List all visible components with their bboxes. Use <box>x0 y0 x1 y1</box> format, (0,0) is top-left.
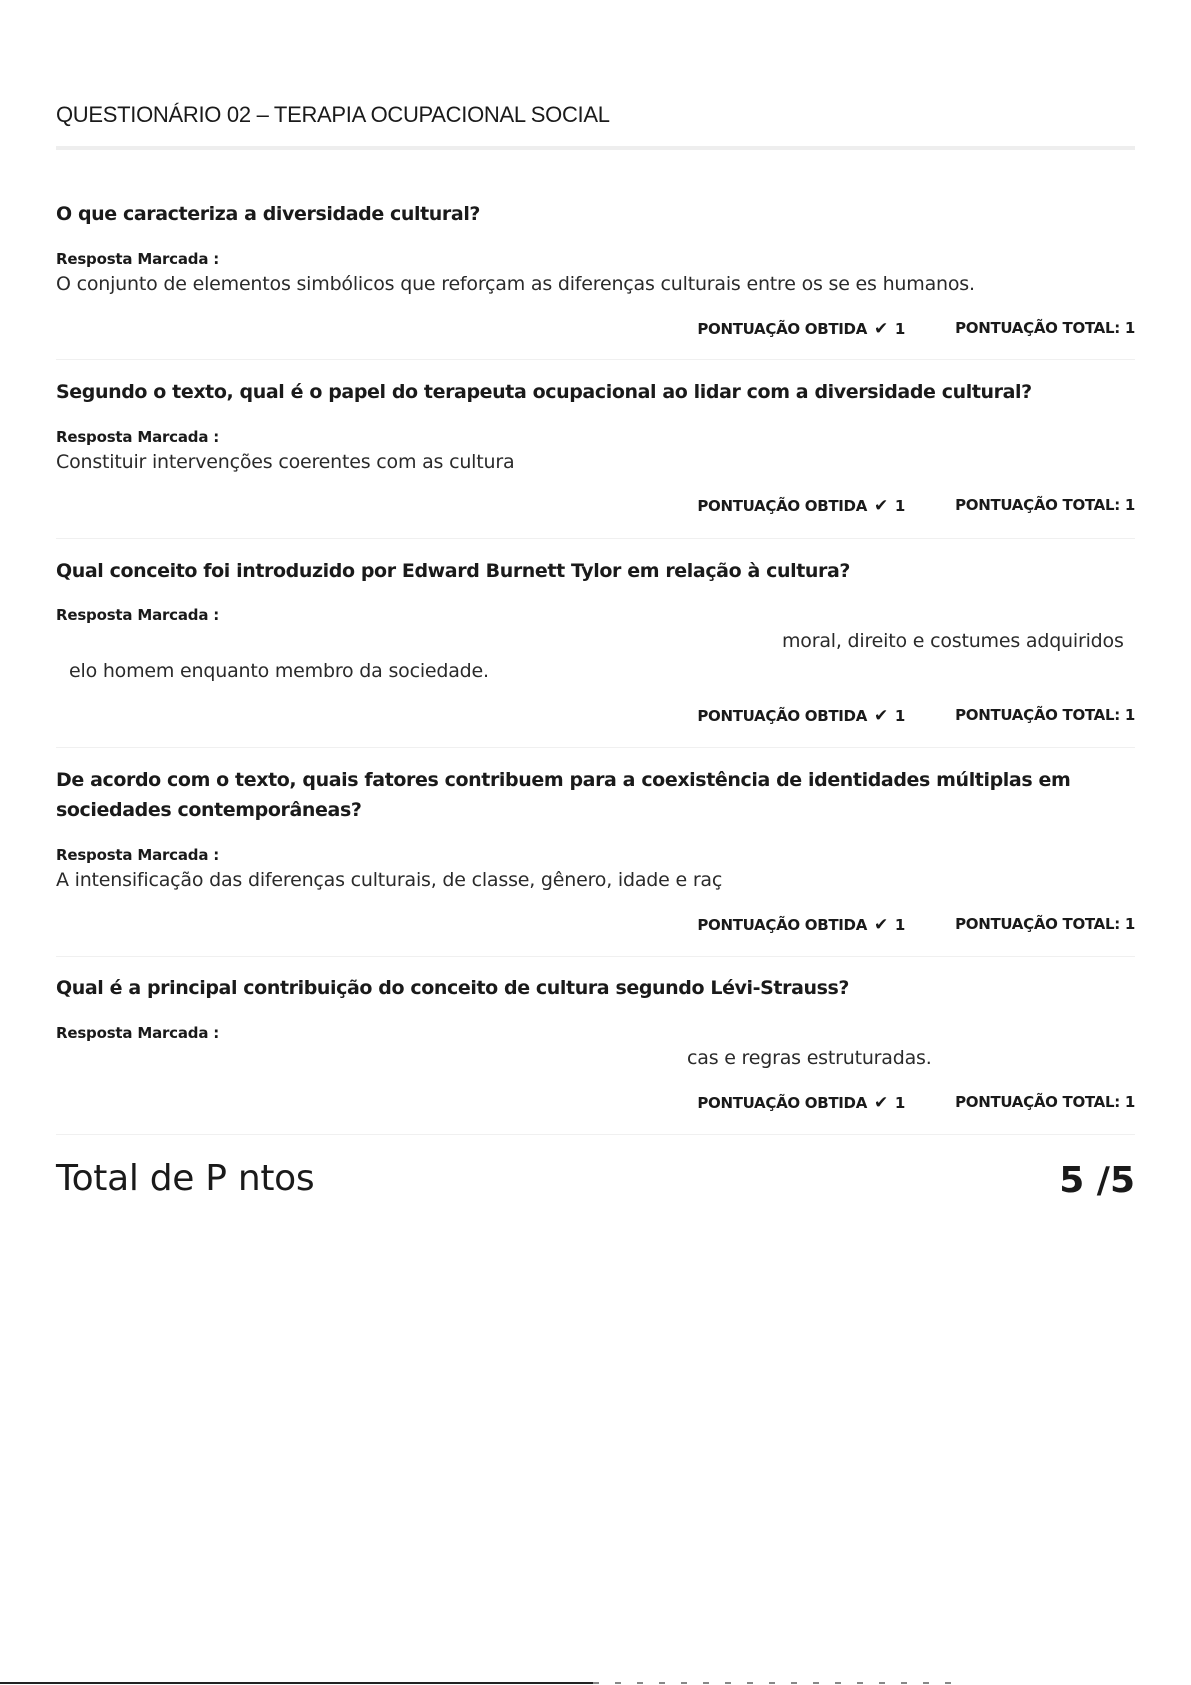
score-total: PONTUAÇÃO TOTAL: 1 <box>955 319 1135 337</box>
question-text: De acordo com o texto, quais fatores contribuem para a coexistência de identidades múltiplas em sociedades contemporâneas? <box>56 769 1071 821</box>
question-text: Qual conceito foi introduzido por Edward Burnett Tylor em relação à cultura? <box>56 560 851 582</box>
score-total: PONTUAÇÃO TOTAL: 1 <box>955 706 1135 724</box>
answer-label: Resposta Marcada : <box>56 1024 220 1042</box>
question-text: Segundo o texto, qual é o papel do terapeuta ocupacional ao lidar com a diversidade cultural? <box>56 381 1032 403</box>
score-row <box>56 496 1135 516</box>
score-obtained-value: 1 <box>894 320 905 338</box>
score-obtained <box>697 319 905 339</box>
answer-label: Resposta Marcada : <box>56 846 220 864</box>
question-text: Qual é a principal contribuição do conceito de cultura segundo Lévi-Strauss? <box>56 977 850 999</box>
question-divider <box>56 538 1135 539</box>
score-row <box>56 1093 1135 1113</box>
score-obtained-label: PONTUAÇÃO OBTIDA <box>697 1094 868 1112</box>
answer-label: Resposta Marcada : <box>56 428 220 446</box>
check-icon: ✔ <box>873 706 888 726</box>
score-obtained-label: PONTUAÇÃO OBTIDA <box>697 916 868 934</box>
score-obtained <box>697 496 905 516</box>
total-points-label: Total de P ntos <box>56 1158 315 1199</box>
answer-text: Constituir intervenções coerentes com as cultura <box>56 451 515 473</box>
score-obtained <box>697 915 905 935</box>
answer-text: O conjunto de elementos simbólicos que reforçam as diferenças culturais entre os se es humanos. <box>56 273 975 295</box>
page-bottom-dots <box>593 1682 953 1684</box>
answer-text-line-2: elo homem enquanto membro da sociedade. <box>69 660 489 682</box>
title-divider <box>56 146 1135 150</box>
score-row <box>56 319 1135 339</box>
answer-text: A intensificação das diferenças culturais, de classe, gênero, idade e raç <box>56 869 723 891</box>
score-obtained-value: 1 <box>894 497 905 515</box>
question-text: O que caracteriza a diversidade cultural? <box>56 203 481 225</box>
score-row <box>56 915 1135 935</box>
page-bottom-border <box>0 1682 593 1684</box>
score-obtained <box>697 1093 905 1113</box>
score-obtained-value: 1 <box>894 707 905 725</box>
score-obtained-label: PONTUAÇÃO OBTIDA <box>697 707 868 725</box>
question-divider <box>56 359 1135 360</box>
score-obtained-value: 1 <box>894 916 905 934</box>
score-obtained-value: 1 <box>894 1094 905 1112</box>
check-icon: ✔ <box>873 496 888 516</box>
answer-label: Resposta Marcada : <box>56 250 220 268</box>
score-total: PONTUAÇÃO TOTAL: 1 <box>955 915 1135 933</box>
question-divider <box>56 747 1135 748</box>
page-title: QUESTIONÁRIO 02 – TERAPIA OCUPACIONAL SOCIAL <box>56 102 610 127</box>
total-points-value: 5 /5 <box>1059 1160 1135 1201</box>
answer-text-line-1: moral, direito e costumes adquiridos <box>782 630 1124 652</box>
score-obtained <box>697 706 905 726</box>
answer-text: cas e regras estruturadas. <box>687 1047 932 1069</box>
question-divider <box>56 956 1135 957</box>
score-obtained-label: PONTUAÇÃO OBTIDA <box>697 497 868 515</box>
question-divider <box>56 1134 1135 1135</box>
score-obtained-label: PONTUAÇÃO OBTIDA <box>697 320 868 338</box>
score-row <box>56 706 1135 726</box>
answer-label: Resposta Marcada : <box>56 606 220 624</box>
score-total: PONTUAÇÃO TOTAL: 1 <box>955 496 1135 514</box>
check-icon: ✔ <box>873 1093 888 1113</box>
score-total: PONTUAÇÃO TOTAL: 1 <box>955 1093 1135 1111</box>
check-icon: ✔ <box>873 319 888 339</box>
check-icon: ✔ <box>873 915 888 935</box>
